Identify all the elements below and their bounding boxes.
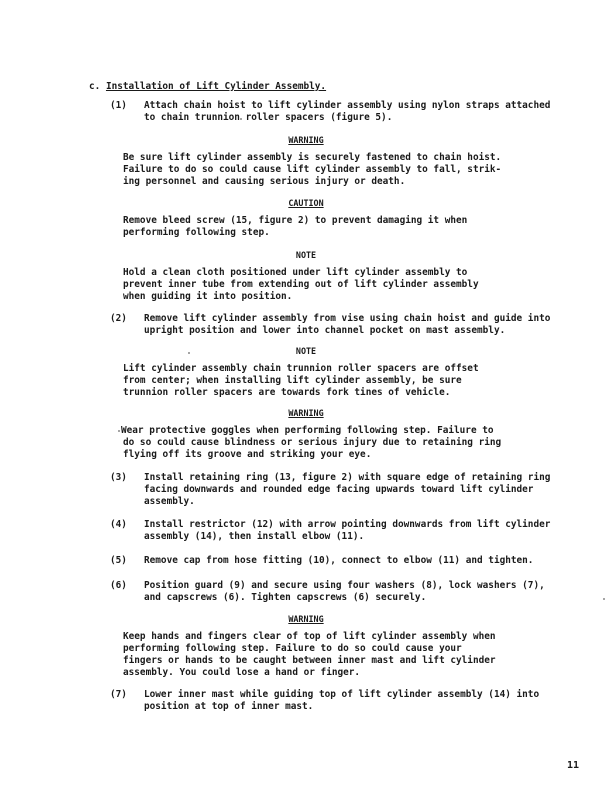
caution-label: CAUTION <box>288 198 324 208</box>
callout-line: fingers or hands to be caught between inner mast and lift cylinder <box>123 655 496 666</box>
scan-speck <box>118 430 120 432</box>
step-line: position at top of inner mast. <box>144 701 314 712</box>
scan-speck <box>603 598 605 600</box>
note-label: NOTE <box>295 346 317 356</box>
callout-line: Be sure lift cylinder assembly is securely fastened to chain hoist. <box>123 152 502 163</box>
step-line: Remove lift cylinder assembly from vise using chain hoist and guide into <box>144 313 551 324</box>
step-number: (6) <box>110 580 127 591</box>
callout-line: performing following step. <box>123 227 270 238</box>
step-number: (2) <box>110 313 127 324</box>
callout-line: Wear protective goggles when performing following step. Failure to <box>121 425 494 436</box>
callout-line: Remove bleed screw (15, figure 2) to prevent damaging it when <box>123 215 468 226</box>
step-line: Remove cap from hose fitting (10), connect to elbow (11) and tighten. <box>144 555 534 566</box>
step-number: (1) <box>110 100 127 111</box>
section-letter: c. <box>89 81 101 92</box>
callout-line: Lift cylinder assembly chain trunnion roller spacers are offset <box>123 363 479 374</box>
step-line: assembly (14), then install elbow (11). <box>144 531 365 542</box>
note-label: NOTE <box>295 250 317 260</box>
warning-label: WARNING <box>288 614 324 624</box>
step-line: assembly. <box>144 496 195 507</box>
callout-line: when guiding it into position. <box>123 291 293 302</box>
step-line: Install retaining ring (13, figure 2) with square edge of retaining ring <box>144 472 551 483</box>
section-title: Installation of Lift Cylinder Assembly. <box>105 81 327 92</box>
section-heading <box>89 81 326 93</box>
step-line: facing downwards and rounded edge facing upwards toward lift cylinder <box>144 484 534 495</box>
step-number: (4) <box>110 519 127 530</box>
callout-line: from center; when installing lift cylinder assembly, be sure <box>123 375 462 386</box>
callout-line: trunnion roller spacers are towards fork tines of vehicle. <box>123 387 451 398</box>
step-line: Position guard (9) and secure using four washers (8), lock washers (7), <box>144 580 545 591</box>
step-number: (3) <box>110 472 127 483</box>
callout-line: Keep hands and fingers clear of top of lift cylinder assembly when <box>123 631 496 642</box>
step-line: Attach chain hoist to lift cylinder assembly using nylon straps attached <box>144 100 551 111</box>
warning-label: WARNING <box>288 135 324 145</box>
warning-label: WARNING <box>288 408 324 418</box>
callout-line: Hold a clean cloth positioned under lift cylinder assembly to <box>123 267 468 278</box>
page-number: 11 <box>567 760 580 771</box>
callout-line: Failure to do so could cause lift cylinder assembly to fall, strik- <box>123 164 502 175</box>
step-line: and capscrews (6). Tighten capscrews (6) securely. <box>144 592 427 603</box>
callout-line: performing following step. Failure to do so could cause your <box>123 643 462 654</box>
step-line: to chain trunnion roller spacers (figure 5). <box>144 112 393 123</box>
step-number: (7) <box>110 689 127 700</box>
step-line: Lower inner mast while guiding top of lift cylinder assembly (14) into <box>144 689 540 700</box>
callout-line: do so could cause blindness or serious injury due to retaining ring <box>123 437 502 448</box>
callout-line: assembly. You could lose a hand or finger. <box>123 667 361 678</box>
step-number: (5) <box>110 555 127 566</box>
callout-line: ing personnel and causing serious injury or death. <box>123 176 406 187</box>
callout-line: prevent inner tube from extending out of lift cylinder assembly <box>123 279 479 290</box>
step-line: Install restrictor (12) with arrow pointing downwards from lift cylinder <box>144 519 551 530</box>
step-line: upright position and lower into channel pocket on mast assembly. <box>144 325 506 336</box>
callout-line: flying off its groove and striking your eye. <box>123 449 372 460</box>
